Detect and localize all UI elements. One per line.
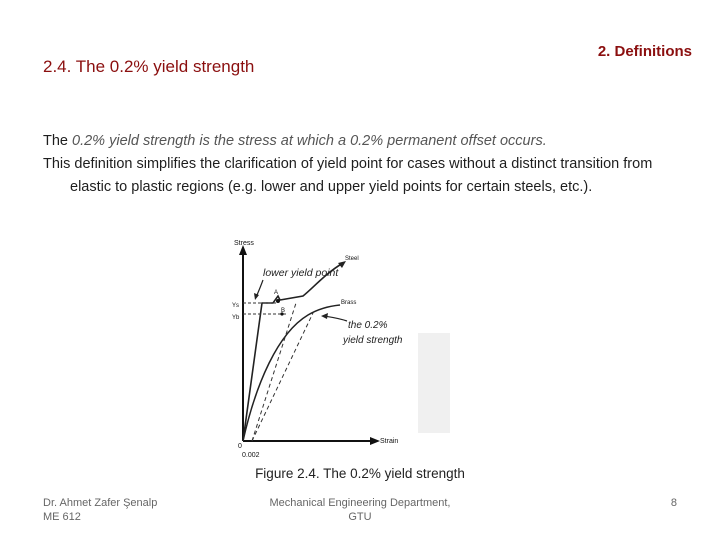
definition-paragraph	[43, 130, 683, 153]
definition-text: 0.2% yield strength is the stress at which a 0.2% permanent offset occurs.	[72, 133, 547, 149]
steel-curve-arrow	[338, 261, 346, 268]
explanation-paragraph: This definition simplifies the clarification of yield point for cases without a distinct transition from elastic to plastic regions (e.g. lower and upper yield points for certain steels, etc.).	[43, 156, 653, 195]
section-label: 2. Definitions	[597, 43, 692, 60]
definition-lead: The	[43, 133, 73, 149]
ys-label: Ys	[232, 303, 240, 309]
brass-label: Brass	[341, 300, 357, 306]
point-a-label: A	[274, 290, 279, 296]
footer-course: ME 612	[43, 511, 81, 523]
figure-caption: Figure 2.4. The 0.2% yield strength	[255, 466, 465, 481]
offset-label: 0.002	[242, 452, 260, 459]
y-axis-label: Stress	[234, 240, 254, 247]
handwritten-arrow-2	[324, 316, 347, 321]
handwritten-arrowhead-1	[254, 293, 259, 300]
handwritten-arrowhead-2	[321, 313, 328, 319]
point-a-marker	[276, 299, 280, 303]
offset-line-brass	[252, 313, 313, 441]
handwritten-yield-2: yield strength	[343, 335, 403, 346]
scan-shading	[418, 333, 450, 433]
slide-title: 2.4. The 0.2% yield strength	[43, 57, 255, 76]
handwritten-lower-yield: lower yield point	[263, 267, 339, 279]
body-text	[43, 130, 683, 199]
footer-university: GTU	[348, 511, 372, 523]
brass-curve	[243, 305, 340, 441]
footer-author-name: Dr. Ahmet Zafer Şenalp	[43, 497, 158, 509]
x-axis-label: Strain	[380, 438, 399, 445]
point-b-label: B	[281, 308, 286, 314]
footer-author	[43, 496, 157, 524]
stress-strain-diagram	[218, 233, 450, 459]
steel-curve	[243, 263, 343, 441]
origin-label: 0	[238, 443, 242, 450]
page-number: 8	[670, 497, 677, 509]
footer-department	[250, 496, 470, 524]
steel-label: Steel	[345, 256, 359, 262]
x-axis-arrow	[370, 437, 380, 445]
yb-label: Yb	[232, 315, 240, 321]
handwritten-yield-1: the 0.2%	[348, 320, 388, 331]
footer-department-name: Mechanical Engineering Department,	[269, 497, 451, 509]
stress-strain-figure	[218, 233, 450, 459]
